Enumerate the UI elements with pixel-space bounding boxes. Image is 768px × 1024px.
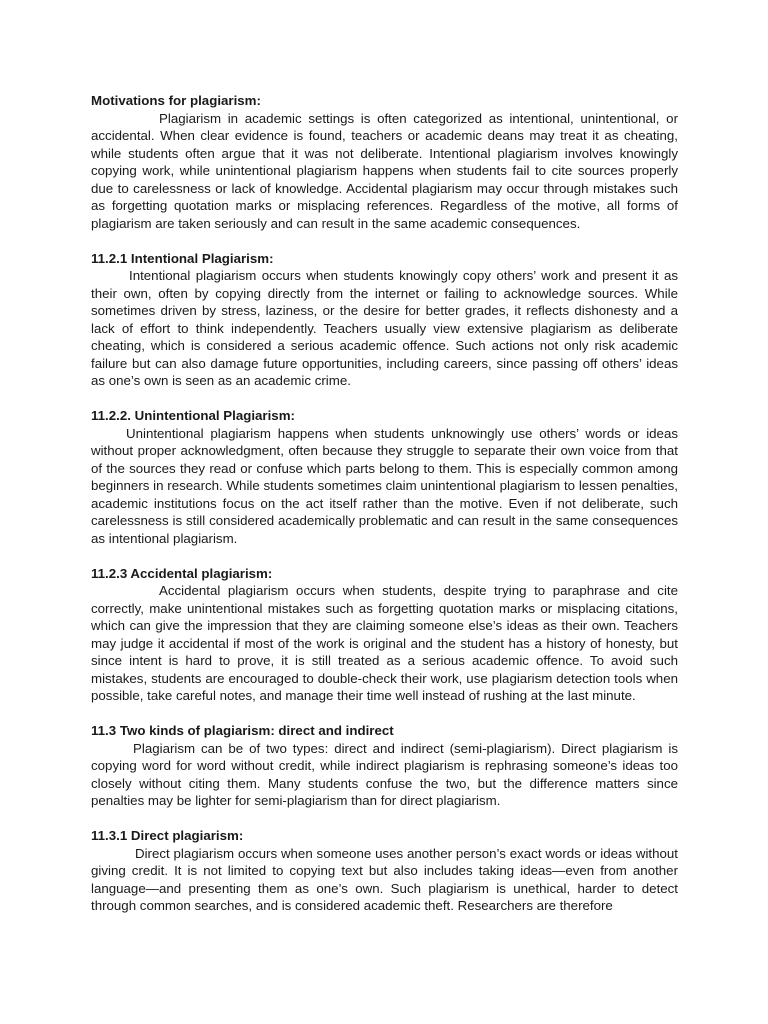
section-paragraph: Plagiarism can be of two types: direct and indirect (semi-plagiarism). Direct plagiarism is copying word for word without credit, while indirect plagiarism is rephrasing someone’s ideas too closely without citing them. Many students confuse the two, but the difference matters since penalties may be lighter for semi-plagiarism than for direct plagiarism. [91, 740, 678, 808]
section-paragraph: Direct plagiarism occurs when someone uses another person’s exact words or ideas without giving credit. It is not limited to copying text but also includes taking ideas—even from another language—and presenting them as one’s own. Such plagiarism is unethical, harder to detect through common searches, and is considered academic theft. Researchers are therefore [91, 845, 678, 913]
section-heading: 11.2.1 Intentional Plagiarism: [91, 250, 274, 266]
section-two-kinds [91, 722, 678, 810]
section-paragraph: Accidental plagiarism occurs when students, despite trying to paraphrase and cite correctly, make unintentional mistakes such as forgetting quotation marks or misplacing citations, which can give the impression that they are claiming someone else’s ideas as their own. Teachers may judge it accidental if most of the work is original and the student has a history of honesty, but since intent is hard to prove, it is still treated as a serious academic offence. To avoid such mistakes, students are encouraged to double-check their work, use plagiarism detection tools when possible, take careful notes, and manage their time well instead of rushing at the last minute. [91, 583, 678, 703]
document-body [91, 92, 678, 932]
section-paragraph: Intentional plagiarism occurs when students knowingly copy others’ work and present it as their own, often by copying directly from the internet or failing to acknowledge sources. While sometimes driven by stress, laziness, or the desire for better grades, it reflects dishonesty and a lack of effort to think independently. Teachers usually view extensive plagiarism as deliberate cheating, which is considered a serious academic offence. Such actions not only risk academic failure but can also damage future opportunities, including careers, since passing off others’ ideas as one’s own is seen as an academic crime. [91, 268, 678, 388]
section-heading: Motivations for plagiarism: [91, 93, 261, 108]
section-accidental-plagiarism [91, 565, 678, 705]
section-heading: 11.3 Two kinds of plagiarism: direct and indirect [91, 723, 394, 738]
section-heading: 11.2.3 Accidental plagiarism: [91, 565, 273, 581]
section-paragraph: Unintentional plagiarism happens when students unknowingly use others’ words or ideas without proper acknowledgment, often because they struggle to separate their own voice from that of the sources they read or confuse which parts belong to them. This is especially common among beginners in research. While students sometimes claim unintentional plagiarism to lessen penalties, academic institutions focus on the act itself rather than the motive. Even if not deliberate, such carelessness is still considered academically problematic and can result in the same consequences as intentional plagiarism. [91, 425, 678, 546]
section-paragraph: Plagiarism in academic settings is often categorized as intentional, unintentional, or accidental. When clear evidence is found, teachers or academic deans may treat it as cheating, while students often argue that it was not deliberate. Intentional plagiarism involves knowingly copying work, while unintentional plagiarism happens when students fail to cite sources properly due to carelessness or lack of knowledge. Accidental plagiarism may occur through mistakes such as forgetting quotation marks or misplacing references. Regardless of the motive, all forms of plagiarism are taken seriously and can result in the same academic consequences. [91, 110, 678, 231]
section-heading: 11.2.2. Unintentional Plagiarism: [91, 408, 295, 423]
section-heading: 11.3.1 Direct plagiarism: [91, 828, 244, 843]
section-motivations [91, 92, 678, 232]
section-direct-plagiarism [91, 827, 678, 915]
section-intentional-plagiarism [91, 250, 678, 390]
section-unintentional-plagiarism [91, 407, 678, 547]
